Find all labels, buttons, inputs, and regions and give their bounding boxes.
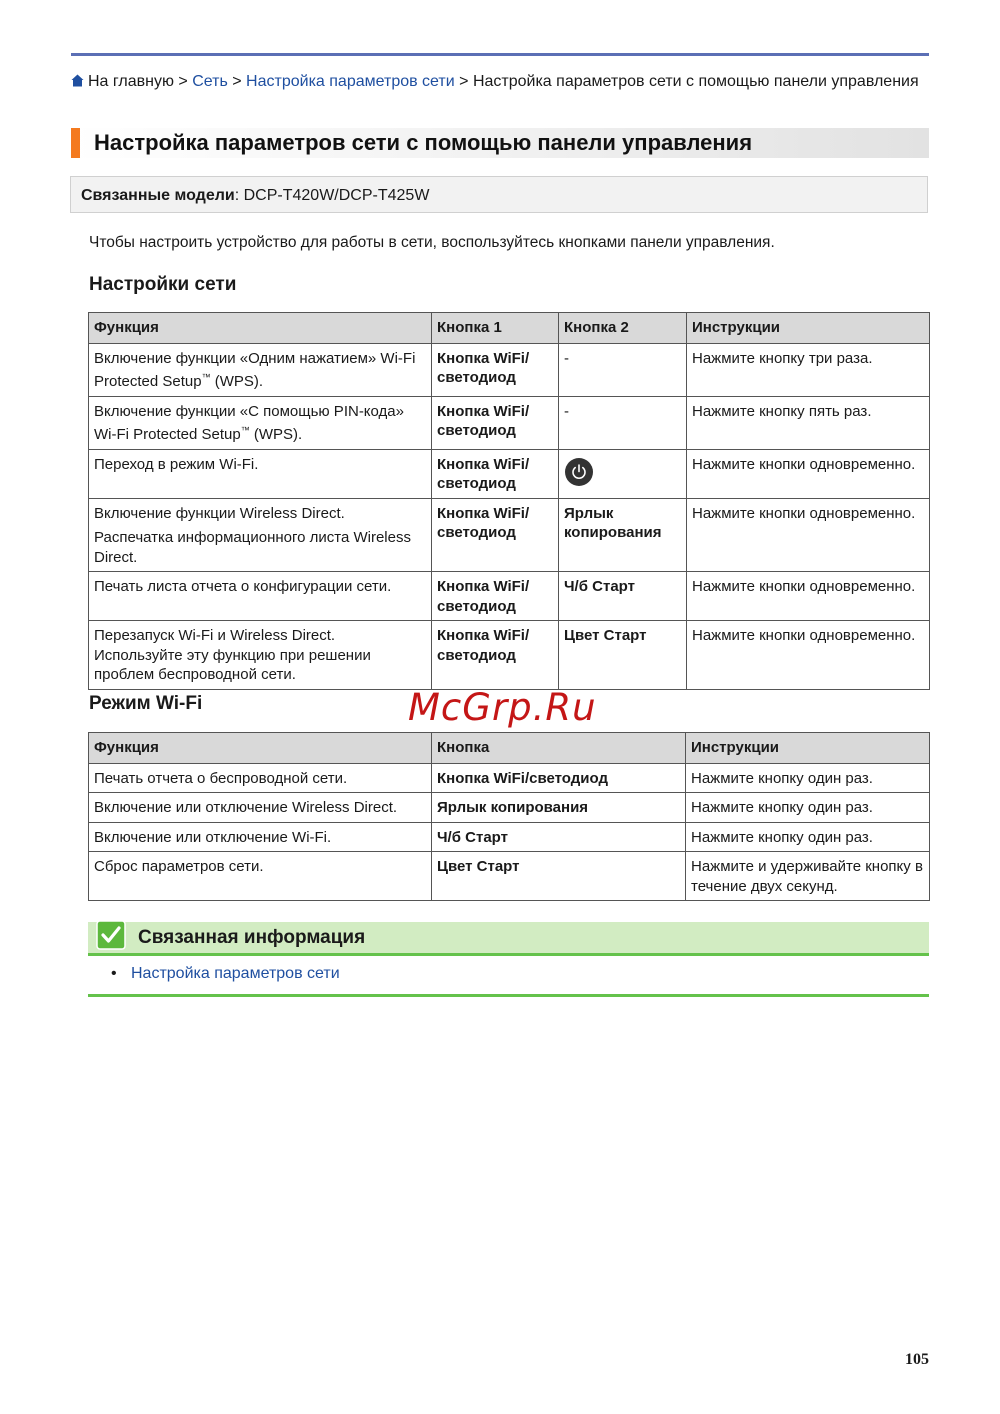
instruction-cell: Нажмите кнопки одновременно. (687, 572, 930, 621)
breadcrumb-separator: > (232, 73, 242, 90)
function-text: (WPS). (210, 373, 264, 390)
button1-cell: Кнопка WiFi/ светодиод (432, 621, 559, 690)
column-header: Кнопка 2 (559, 313, 687, 344)
function-text: Распечатка информационного листа Wireless Direct. (94, 529, 411, 566)
instruction-cell: Нажмите кнопку пять раз. (687, 396, 930, 449)
power-button-icon (564, 457, 594, 487)
table-row (89, 396, 930, 449)
watermark: McGrp.Ru (408, 686, 597, 729)
instruction-cell: Нажмите кнопку один раз. (686, 822, 930, 852)
column-header: Инструкции (687, 313, 930, 344)
button1-cell: Кнопка WiFi/ светодиод (432, 572, 559, 621)
table-row (89, 498, 930, 572)
column-header: Функция (89, 313, 432, 344)
home-icon[interactable] (71, 74, 84, 87)
network-settings-table (88, 312, 930, 690)
column-header: Инструкции (686, 733, 930, 764)
breadcrumb-link-network[interactable]: Сеть (192, 73, 228, 90)
page-number: 105 (905, 1351, 929, 1368)
function-cell (89, 498, 432, 572)
function-cell: Перезапуск Wi-Fi и Wireless Direct. Используйте эту функцию при решении проблем беспроводной сети. (89, 621, 432, 690)
breadcrumb-separator: > (178, 73, 188, 90)
instruction-cell: Нажмите кнопки одновременно. (687, 449, 930, 498)
button1-cell: Кнопка WiFi/ светодиод (432, 343, 559, 396)
function-cell: Переход в режим Wi-Fi. (89, 449, 432, 498)
function-text: Включение функции Wireless Direct. (94, 504, 345, 522)
button1-cell: Кнопка WiFi/ светодиод (432, 396, 559, 449)
function-cell: Печать отчета о беспроводной сети. (89, 763, 432, 793)
instruction-cell: Нажмите кнопки одновременно. (687, 498, 930, 572)
table-row (89, 449, 930, 498)
related-info-header (88, 922, 929, 956)
button2-cell: - (559, 396, 687, 449)
top-rule (71, 53, 929, 56)
button2-cell: Цвет Старт (559, 621, 687, 690)
related-info-title: Связанная информация (138, 927, 366, 948)
function-cell (89, 343, 432, 396)
section-heading-network-settings: Настройки сети (89, 274, 237, 295)
instruction-cell: Нажмите кнопку один раз. (686, 763, 930, 793)
breadcrumb-home[interactable]: На главную (88, 73, 174, 90)
table-row (89, 793, 930, 823)
button1-cell: Кнопка WiFi/ светодиод (432, 498, 559, 572)
instruction-cell: Нажмите кнопку три раза. (687, 343, 930, 396)
instruction-cell: Нажмите кнопки одновременно. (687, 621, 930, 690)
function-text: Включение функции «С помощью PIN-кода» Wi-Fi Protected Setup (94, 402, 404, 443)
button2-cell: - (559, 343, 687, 396)
bullet: • (111, 965, 117, 982)
instruction-cell: Нажмите кнопку один раз. (686, 793, 930, 823)
function-text: (WPS). (249, 426, 303, 443)
related-models (81, 186, 429, 205)
section-heading-wifi-mode: Режим Wi-Fi (89, 693, 203, 714)
title-accent-bar (71, 128, 80, 158)
table-row (89, 822, 930, 852)
function-cell: Печать листа отчета о конфигурации сети. (89, 572, 432, 621)
button-cell: Ярлык копирования (432, 793, 686, 823)
button-cell: Ч/б Старт (432, 822, 686, 852)
wifi-mode-table (88, 732, 930, 901)
column-header: Кнопка 1 (432, 313, 559, 344)
page-title-bar (71, 128, 929, 158)
table-row (89, 343, 930, 396)
function-cell (89, 396, 432, 449)
table-header-row (89, 313, 930, 344)
table-row (89, 763, 930, 793)
related-models-value: : DCP-T420W/DCP-T425W (234, 187, 430, 204)
related-models-box (70, 176, 928, 213)
instruction-cell: Нажмите и удерживайте кнопку в течение двух секунд. (686, 852, 930, 901)
table-row (89, 852, 930, 901)
related-link-network-settings[interactable]: Настройка параметров сети (131, 965, 340, 982)
function-text: Включение функции «Одним нажатием» Wi-Fi Protected Setup (94, 349, 416, 390)
breadcrumb-link-network-settings[interactable]: Настройка параметров сети (246, 73, 455, 90)
button2-cell (559, 449, 687, 498)
function-cell: Включение или отключение Wireless Direct. (89, 793, 432, 823)
table-row (89, 572, 930, 621)
table-row (89, 621, 930, 690)
button-cell: Цвет Старт (432, 852, 686, 901)
related-models-label: Связанные модели (81, 187, 235, 204)
button1-cell: Кнопка WiFi/ светодиод (432, 449, 559, 498)
intro-text: Чтобы настроить устройство для работы в сети, воспользуйтесь кнопками панели управления. (89, 234, 775, 251)
page-title: Настройка параметров сети с помощью панели управления (94, 130, 753, 155)
column-header: Функция (89, 733, 432, 764)
function-cell: Включение или отключение Wi-Fi. (89, 822, 432, 852)
table-header-row (89, 733, 930, 764)
function-cell: Сброс параметров сети. (89, 852, 432, 901)
breadcrumb (71, 71, 929, 92)
breadcrumb-separator: > (459, 73, 469, 90)
button2-cell: Ч/б Старт (559, 572, 687, 621)
trademark-mark: ™ (240, 425, 250, 435)
column-header: Кнопка (432, 733, 686, 764)
button-cell: Кнопка WiFi/светодиод (432, 763, 686, 793)
bottom-rule (88, 994, 929, 997)
trademark-mark: ™ (201, 372, 211, 382)
related-links-list (111, 963, 340, 984)
checkmark-icon (96, 920, 126, 950)
button2-cell: Ярлык копирования (559, 498, 687, 572)
breadcrumb-current: Настройка параметров сети с помощью панели управления (472, 73, 919, 90)
